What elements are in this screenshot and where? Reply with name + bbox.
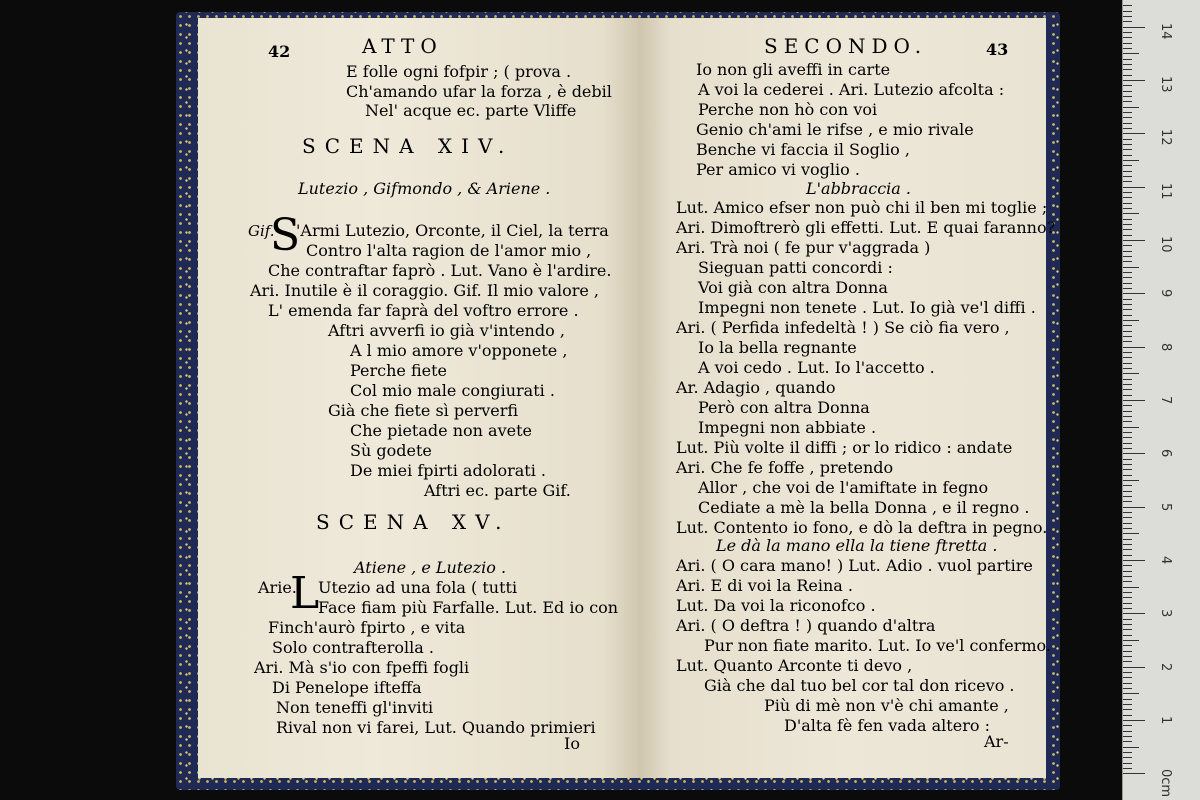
right-page-text-line: A voi la cederei . Ari. Lutezio afcolta :	[698, 80, 1005, 99]
ruler-minor-tick	[1123, 277, 1132, 278]
ruler-minor-tick	[1123, 261, 1132, 262]
ruler-minor-tick	[1123, 32, 1132, 33]
ruler-minor-tick	[1123, 485, 1132, 486]
ruler-minor-tick	[1123, 149, 1132, 150]
left-page-text-line: Ari. Mà s'io con fpeffi fogli	[254, 658, 470, 677]
right-page-text-line: Lut. Da voi la riconofco .	[676, 596, 876, 615]
right-page-number: 43	[986, 40, 1009, 59]
ruler-minor-tick	[1123, 411, 1132, 412]
ruler-minor-tick	[1123, 203, 1132, 204]
ruler-minor-tick	[1123, 48, 1132, 49]
ruler-minor-tick	[1123, 459, 1132, 460]
ruler-minor-tick	[1123, 64, 1132, 65]
ruler-minor-tick	[1123, 549, 1132, 550]
ruler-minor-tick	[1123, 480, 1139, 481]
left-page-text-line: Che contraftar faprò . Lut. Vano è l'ardire.	[268, 261, 612, 280]
left-page-text-line: Arie.	[258, 578, 297, 597]
ruler-minor-tick	[1123, 608, 1132, 609]
drop-cap-s: S	[270, 210, 301, 261]
scena-xv-heading: SCENA XV.	[316, 510, 511, 534]
ruler-label: 6	[1158, 449, 1173, 458]
ruler-minor-tick	[1123, 363, 1132, 364]
ruler-minor-tick	[1123, 517, 1132, 518]
ruler-label: 0cm	[1158, 769, 1173, 798]
left-page-text-line: Atiene , e Lutezio .	[354, 558, 507, 577]
ruler-tick	[1123, 667, 1145, 668]
ruler-tick	[1123, 27, 1145, 28]
ruler-minor-tick	[1123, 597, 1132, 598]
ruler-minor-tick	[1123, 501, 1132, 502]
right-page-text-line: Le dà la mano ella la tiene ftretta .	[716, 536, 998, 555]
ruler-minor-tick	[1123, 768, 1132, 769]
ruler-minor-tick	[1123, 603, 1132, 604]
ruler-minor-tick	[1123, 197, 1132, 198]
ruler-minor-tick	[1123, 37, 1132, 38]
ruler-minor-tick	[1123, 645, 1132, 646]
ruler-minor-tick	[1123, 352, 1132, 353]
ruler-minor-tick	[1123, 5, 1132, 6]
ruler-label: 4	[1158, 556, 1173, 565]
ruler-minor-tick	[1123, 741, 1132, 742]
ruler-minor-tick	[1123, 565, 1132, 566]
ruler-minor-tick	[1123, 571, 1132, 572]
left-page-text-line: Di Penelope ifteffa	[272, 678, 422, 697]
ruler-minor-tick	[1123, 160, 1139, 161]
ruler-minor-tick	[1123, 437, 1132, 438]
ruler-minor-tick	[1123, 144, 1132, 145]
ruler-minor-tick	[1123, 213, 1139, 214]
ruler-minor-tick	[1123, 128, 1132, 129]
ruler-minor-tick	[1123, 325, 1132, 326]
ruler-minor-tick	[1123, 107, 1139, 108]
ruler-minor-tick	[1123, 181, 1132, 182]
ruler-minor-tick	[1123, 224, 1132, 225]
ruler-minor-tick	[1123, 725, 1132, 726]
ruler-minor-tick	[1123, 715, 1132, 716]
ruler-minor-tick	[1123, 336, 1132, 337]
right-page-text-line: Benche vi faccia il Soglio ,	[696, 140, 910, 159]
ruler-minor-tick	[1123, 635, 1132, 636]
left-page-text-line: A l mio amore v'opponete ,	[350, 341, 568, 360]
ruler-minor-tick	[1123, 96, 1132, 97]
ruler-minor-tick	[1123, 389, 1132, 390]
right-page-text-line: Ari. Dimoftrerò gli effetti. Lut. E quai faranno?	[676, 218, 1056, 237]
right-page-text-line: Ar. Adagio , quando	[676, 378, 836, 397]
left-page-text-line: De miei fpirti adolorati .	[350, 461, 546, 480]
ruler-minor-tick	[1123, 272, 1132, 273]
left-page-text-line: Ch'amando ufar la forza , è debil	[346, 82, 612, 101]
ruler-minor-tick	[1123, 331, 1132, 332]
left-page-text-line: Ari. Inutile è il coraggio. Gif. Il mio valore ,	[250, 281, 599, 300]
ruler-tick	[1123, 80, 1145, 81]
left-page-text-line: Aftri avverfi io già v'intendo ,	[328, 321, 565, 340]
ruler-minor-tick	[1123, 69, 1132, 70]
ruler-minor-tick	[1123, 629, 1132, 630]
measurement-ruler	[1122, 0, 1200, 800]
ruler-label: 14	[1158, 22, 1173, 40]
ruler-minor-tick	[1123, 43, 1132, 44]
ruler-minor-tick	[1123, 283, 1132, 284]
ruler-label: 12	[1158, 129, 1173, 146]
right-page-text-line: A voi cedo . Lut. Io l'accetto .	[698, 358, 935, 377]
left-page-text-line: Utezio ad una fola ( tutti	[318, 578, 518, 597]
ruler-minor-tick	[1123, 592, 1132, 593]
left-page-text-line: L' emenda far faprà del voftro errore .	[268, 301, 579, 320]
left-page-text-line: Face fiam più Farfalle. Lut. Ed io con	[318, 598, 619, 617]
ruler-minor-tick	[1123, 85, 1132, 86]
ruler-tick	[1123, 400, 1145, 401]
right-page-text-line: Ari. E di voi la Reina .	[676, 576, 853, 595]
right-page-text-line: Ari. ( O deftra ! ) quando d'altra	[676, 616, 936, 635]
ruler-minor-tick	[1123, 496, 1132, 497]
ruler-tick	[1123, 293, 1145, 294]
left-page-text-line: Rival non vi farei, Lut. Quando primieri	[276, 718, 596, 737]
right-page-text-line: Però con altra Donna	[698, 398, 870, 417]
right-page-text-line: L'abbraccia .	[806, 179, 911, 198]
left-page-text-line: Aftri ec. parte Gif.	[424, 481, 571, 500]
right-page-text-line: Ar-	[984, 732, 1009, 751]
ruler-minor-tick	[1123, 656, 1132, 657]
ruler-tick	[1123, 720, 1145, 721]
right-page-text-line: Per amico vi voglio .	[696, 160, 860, 179]
left-page-text-line: Già che fiete sì perverfi	[328, 401, 519, 420]
ruler-minor-tick	[1123, 731, 1132, 732]
right-page-text-line: Lut. Più volte il diffi ; or lo ridico : andate	[676, 438, 1013, 457]
ruler-minor-tick	[1123, 672, 1132, 673]
ruler-minor-tick	[1123, 747, 1139, 748]
ruler-minor-tick	[1123, 421, 1132, 422]
ruler-minor-tick	[1123, 379, 1132, 380]
right-page-text-line: Voi già con altra Donna	[698, 278, 888, 297]
ruler-minor-tick	[1123, 176, 1132, 177]
ruler-minor-tick	[1123, 11, 1132, 12]
right-page-text-line: Io non gli aveffi in carte	[696, 60, 891, 79]
left-page-text-line: Non teneffi gl'inviti	[276, 698, 434, 717]
ruler-label: 1	[1158, 716, 1173, 725]
ruler-minor-tick	[1123, 395, 1132, 396]
ruler-minor-tick	[1123, 368, 1132, 369]
ruler-minor-tick	[1123, 448, 1132, 449]
ruler-minor-tick	[1123, 512, 1132, 513]
ruler-minor-tick	[1123, 373, 1139, 374]
ruler-minor-tick	[1123, 688, 1132, 689]
left-page-text-line: Finch'aurò fpirto , e vita	[268, 618, 466, 637]
left-page-number: 42	[268, 42, 291, 61]
ruler-minor-tick	[1123, 752, 1132, 753]
ruler-minor-tick	[1123, 736, 1132, 737]
ruler-minor-tick	[1123, 208, 1132, 209]
ruler-minor-tick	[1123, 475, 1132, 476]
ruler-minor-tick	[1123, 245, 1132, 246]
right-page-text-line: Più di mè non v'è chi amante ,	[764, 696, 1009, 715]
ruler-tick	[1123, 613, 1145, 614]
ruler-minor-tick	[1123, 117, 1132, 118]
ruler-minor-tick	[1123, 523, 1132, 524]
ruler-minor-tick	[1123, 219, 1132, 220]
ruler-tick	[1123, 240, 1145, 241]
drop-cap-l: L	[290, 568, 320, 619]
ruler-minor-tick	[1123, 555, 1132, 556]
ruler-tick	[1123, 133, 1145, 134]
ruler-minor-tick	[1123, 357, 1132, 358]
ruler-tick	[1123, 453, 1145, 454]
right-page-text-line: D'alta fè fen vada altero :	[784, 716, 990, 735]
right-page-text-line: Lut. Quanto Arconte ti devo ,	[676, 656, 913, 675]
ruler-minor-tick	[1123, 256, 1132, 257]
ruler-minor-tick	[1123, 192, 1132, 193]
ruler-minor-tick	[1123, 533, 1139, 534]
right-page-text-line: Ari. Che fe foffe , pretendo	[676, 458, 894, 477]
ruler-minor-tick	[1123, 101, 1132, 102]
ruler-minor-tick	[1123, 384, 1132, 385]
ruler-minor-tick	[1123, 304, 1132, 305]
ruler-minor-tick	[1123, 309, 1132, 310]
left-page-text-line: Contro l'alta ragion de l'amor mio ,	[306, 241, 592, 260]
ruler-tick	[1123, 187, 1145, 188]
ruler-minor-tick	[1123, 699, 1132, 700]
ruler-tick	[1123, 507, 1145, 508]
right-page-text-line: Impegni non abbiate .	[698, 418, 877, 437]
ruler-minor-tick	[1123, 464, 1132, 465]
ruler-tick	[1123, 347, 1145, 348]
left-page-text-line: 'Armi Lutezio, Orconte, il Ciel, la terra	[296, 221, 609, 240]
left-page-header: ATTO	[362, 34, 443, 58]
ruler-minor-tick	[1123, 619, 1132, 620]
left-page-text-line: Lutezio , Gifmondo , & Ariene .	[298, 179, 551, 198]
ruler-minor-tick	[1123, 581, 1132, 582]
ruler-minor-tick	[1123, 704, 1132, 705]
ruler-minor-tick	[1123, 288, 1132, 289]
ruler-minor-tick	[1123, 320, 1139, 321]
ruler-minor-tick	[1123, 123, 1132, 124]
ruler-minor-tick	[1123, 640, 1139, 641]
ruler-minor-tick	[1123, 427, 1139, 428]
ruler-label: 8	[1158, 342, 1173, 351]
scena-xiv-heading: SCENA XIV.	[302, 134, 514, 158]
ruler-minor-tick	[1123, 267, 1139, 268]
right-page-text-line: Lut. Contento io fono, e dò la deftra in pegno.	[676, 518, 1048, 537]
left-page-text-line: Io	[564, 734, 580, 753]
ruler-minor-tick	[1123, 171, 1132, 172]
ruler-label: 3	[1158, 609, 1173, 618]
ruler-minor-tick	[1123, 757, 1132, 758]
ruler-minor-tick	[1123, 165, 1132, 166]
ruler-minor-tick	[1123, 661, 1132, 662]
ruler-minor-tick	[1123, 709, 1132, 710]
ruler-minor-tick	[1123, 229, 1132, 230]
ruler-minor-tick	[1123, 16, 1132, 17]
ruler-minor-tick	[1123, 763, 1132, 764]
right-page-text-line: Perche non hò con voi	[698, 100, 878, 119]
right-page-text-line: Allor , che voi de l'amiftate in fegno	[698, 478, 989, 497]
ruler-label: 7	[1158, 396, 1173, 405]
ruler-minor-tick	[1123, 299, 1132, 300]
ruler-minor-tick	[1123, 315, 1132, 316]
ruler-minor-tick	[1123, 53, 1139, 54]
right-page-text-line: Lut. Amico efser non può chi il ben mi toglie ;	[676, 198, 1048, 217]
left-page-text-line: Col mio male congiurati .	[350, 381, 555, 400]
ruler-minor-tick	[1123, 21, 1132, 22]
ruler-label: 5	[1158, 502, 1173, 511]
ruler-minor-tick	[1123, 341, 1132, 342]
ruler-label: 10	[1158, 236, 1173, 253]
right-page-text-line: Cediate a mè la bella Donna , e il regno .	[698, 498, 1030, 517]
left-page-text-line: Che pietade non avete	[350, 421, 532, 440]
ruler-minor-tick	[1123, 416, 1132, 417]
ruler-minor-tick	[1123, 155, 1132, 156]
ruler-tick	[1123, 773, 1145, 774]
left-page-text-line: E folle ogni fofpir ; ( prova .	[346, 62, 572, 81]
ruler-minor-tick	[1123, 683, 1132, 684]
left-page-text-line: Perche fiete	[350, 361, 448, 380]
right-page-text-line: Genio ch'ami le rifse , e mio rivale	[696, 120, 974, 139]
ruler-minor-tick	[1123, 469, 1132, 470]
left-page-text-line: Solo contrafterolla .	[272, 638, 434, 657]
ruler-minor-tick	[1123, 491, 1132, 492]
ruler-minor-tick	[1123, 405, 1132, 406]
ruler-minor-tick	[1123, 587, 1139, 588]
ruler-minor-tick	[1123, 432, 1132, 433]
ruler-minor-tick	[1123, 651, 1132, 652]
ruler-minor-tick	[1123, 443, 1132, 444]
left-page-text-line: Sù godete	[350, 441, 432, 460]
left-page-text-line: Nel' acque ec. parte Vliffe	[365, 101, 577, 120]
right-page-header: SECONDO.	[764, 34, 928, 58]
ruler-minor-tick	[1123, 112, 1132, 113]
ruler-minor-tick	[1123, 59, 1132, 60]
ruler-minor-tick	[1123, 544, 1132, 545]
right-page-text-line: Ari. ( Perfida infedeltà ! ) Se ciò fia vero ,	[676, 318, 1010, 337]
ruler-minor-tick	[1123, 251, 1132, 252]
ruler-minor-tick	[1123, 677, 1132, 678]
ruler-minor-tick	[1123, 528, 1132, 529]
ruler-minor-tick	[1123, 75, 1132, 76]
ruler-minor-tick	[1123, 539, 1132, 540]
ruler-minor-tick	[1123, 139, 1132, 140]
ruler-label: 11	[1158, 182, 1173, 200]
ruler-minor-tick	[1123, 91, 1132, 92]
ruler-minor-tick	[1123, 576, 1132, 577]
right-page-text-line: Io la bella regnante	[698, 338, 857, 357]
ruler-minor-tick	[1123, 235, 1132, 236]
ruler-label: 13	[1158, 76, 1173, 93]
right-page-text-line: Impegni non tenete . Lut. Io già ve'l diffi .	[698, 298, 1036, 317]
right-page-text-line: Ari. ( O cara mano! ) Lut. Adio . vuol partire	[676, 556, 1033, 575]
right-page-text-line: Pur non fiate marito. Lut. Io ve'l confermo.	[704, 636, 1051, 655]
ruler-minor-tick	[1123, 624, 1132, 625]
drop-cap-speaker: Gif.	[248, 222, 275, 240]
right-page-text-line: Già che dal tuo bel cor tal don ricevo .	[704, 676, 1015, 695]
ruler-label: 2	[1158, 662, 1173, 671]
ruler-tick	[1123, 560, 1145, 561]
right-page-text-line: Sieguan patti concordi :	[698, 258, 893, 277]
right-page-text-line: Ari. Trà noi ( fe pur v'aggrada )	[676, 238, 931, 257]
ruler-label: 9	[1158, 289, 1173, 298]
ruler-minor-tick	[1123, 693, 1139, 694]
